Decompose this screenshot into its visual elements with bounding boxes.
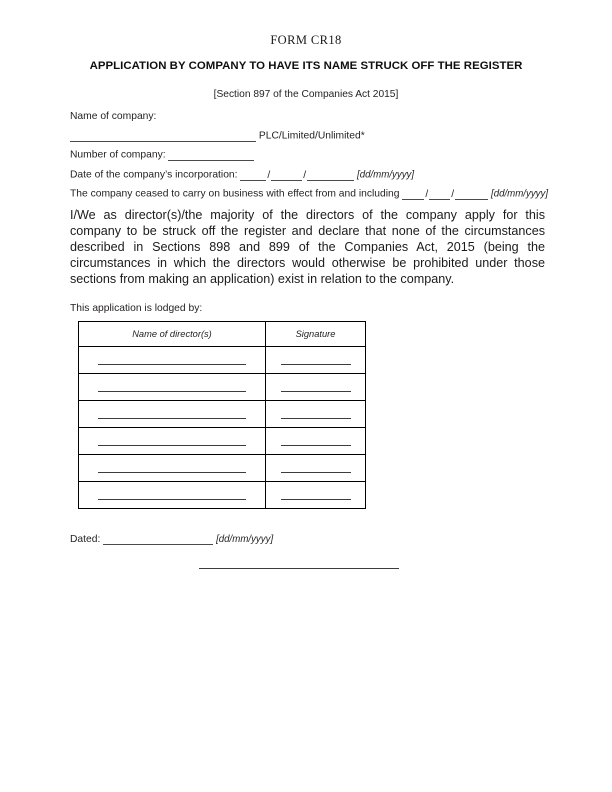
director-signature-cell[interactable] xyxy=(266,401,366,428)
field-company-number-row xyxy=(70,150,550,161)
dated-row xyxy=(70,534,273,545)
ceased-year-input[interactable] xyxy=(455,189,488,200)
director-name-cell[interactable] xyxy=(79,482,266,509)
incorporation-date-hint: [dd/mm/yyyy] xyxy=(357,169,415,181)
ceased-day-input[interactable] xyxy=(402,189,424,200)
director-signature-input[interactable] xyxy=(281,391,351,392)
dated-label: Dated: xyxy=(70,534,101,545)
director-name-input[interactable] xyxy=(98,364,246,365)
table-body xyxy=(79,347,366,509)
director-name-cell[interactable] xyxy=(79,374,266,401)
director-signature-input[interactable] xyxy=(281,499,351,500)
incorporation-slash-2: / xyxy=(303,169,307,181)
table-row xyxy=(79,401,366,428)
director-signature-cell[interactable] xyxy=(266,455,366,482)
director-name-input[interactable] xyxy=(98,499,246,500)
footer-signature-line[interactable] xyxy=(199,568,399,569)
page-title: APPLICATION BY COMPANY TO HAVE ITS NAME STRUCK OFF THE REGISTER xyxy=(89,60,523,72)
field-company-name-entry-row xyxy=(70,131,550,142)
column-header-signature: Signature xyxy=(266,322,366,347)
table-row xyxy=(79,347,366,374)
director-name-input[interactable] xyxy=(98,445,246,446)
ceased-slash-2: / xyxy=(451,189,455,200)
incorporation-day-input[interactable] xyxy=(240,170,266,181)
ceased-date-hint: [dd/mm/yyyy] xyxy=(491,189,549,200)
dated-input[interactable] xyxy=(103,534,213,545)
director-signature-cell[interactable] xyxy=(266,428,366,455)
lodged-by-label: This application is lodged by: xyxy=(70,303,203,314)
director-signature-input[interactable] xyxy=(281,418,351,419)
director-name-cell[interactable] xyxy=(79,455,266,482)
director-name-input[interactable] xyxy=(98,418,246,419)
company-number-label: Number of company: xyxy=(70,150,166,161)
declaration-paragraph: I/We as director(s)/the majority of the directors of the company apply for this company to be struck off the register and declare that none of the circumstances described in Sections 898 and 899 of the Companies Act, 2015 (being the circumstances in which the directors would otherwise be prohibited under those sections from making an application) exist in relation to the company. xyxy=(70,208,545,287)
table-row xyxy=(79,455,366,482)
director-signature-input[interactable] xyxy=(281,445,351,446)
directors-signature-table xyxy=(78,321,366,509)
column-header-name: Name of director(s) xyxy=(79,322,266,347)
field-company-name-row xyxy=(70,112,550,122)
table-row xyxy=(79,482,366,509)
table-header-row xyxy=(79,322,366,347)
company-name-label: Name of company: xyxy=(70,111,157,122)
dated-hint: [dd/mm/yyyy] xyxy=(216,534,274,545)
form-code: FORM CR18 xyxy=(270,33,342,47)
page-subtitle: [Section 897 of the Companies Act 2015] xyxy=(213,89,399,100)
incorporation-date-label: Date of the company’s incorporation: xyxy=(70,169,238,181)
table-row xyxy=(79,428,366,455)
director-signature-input[interactable] xyxy=(281,364,351,365)
incorporation-year-input[interactable] xyxy=(307,170,354,181)
director-name-cell[interactable] xyxy=(79,401,266,428)
ceased-business-label: The company ceased to carry on business with effect from and including xyxy=(70,189,400,200)
director-signature-cell[interactable] xyxy=(266,482,366,509)
company-number-input[interactable] xyxy=(168,150,254,161)
director-name-cell[interactable] xyxy=(79,428,266,455)
director-name-cell[interactable] xyxy=(79,347,266,374)
director-name-input[interactable] xyxy=(98,472,246,473)
incorporation-slash-1: / xyxy=(267,169,271,181)
director-signature-cell[interactable] xyxy=(266,347,366,374)
company-name-input[interactable] xyxy=(70,131,256,142)
director-name-input[interactable] xyxy=(98,391,246,392)
field-incorporation-date-row xyxy=(70,170,550,181)
fields-section xyxy=(70,112,550,209)
table-row xyxy=(79,374,366,401)
company-type-suffix: PLC/Limited/Unlimited* xyxy=(258,130,365,142)
ceased-slash-1: / xyxy=(425,189,429,200)
field-ceased-business-row xyxy=(70,189,550,200)
ceased-month-input[interactable] xyxy=(429,189,450,200)
director-signature-input[interactable] xyxy=(281,472,351,473)
incorporation-month-input[interactable] xyxy=(271,170,302,181)
director-signature-cell[interactable] xyxy=(266,374,366,401)
